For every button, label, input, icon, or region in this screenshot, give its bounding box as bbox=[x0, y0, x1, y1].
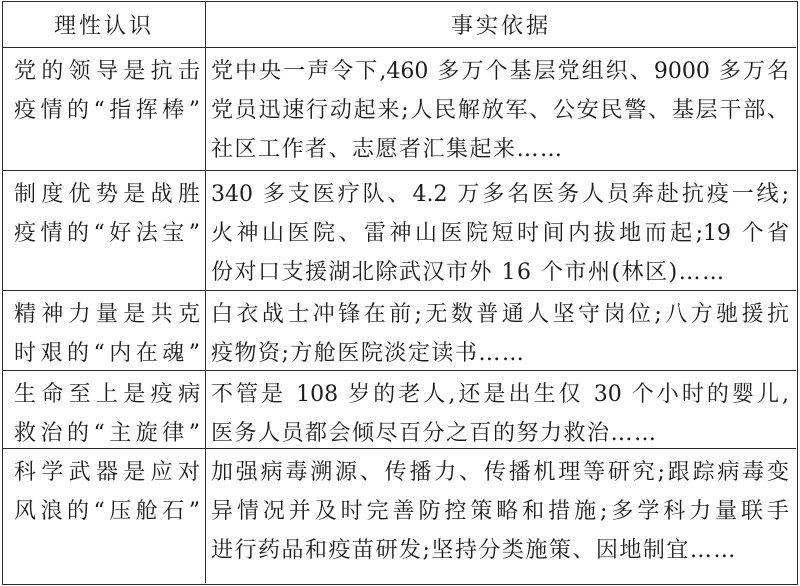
evidence-line: 340 多支医疗队、4.2 万多名医务人员奔赴抗疫一线; bbox=[211, 182, 789, 207]
understanding-line: 疫情的“指挥棒” bbox=[14, 98, 200, 123]
evidence-line: 医务人员都会倾尽百分之百的努力救治…… bbox=[211, 421, 658, 446]
understanding-cell bbox=[3, 170, 206, 290]
evidence-line: 份对口支援湖北除武汉市外 16 个市州(林区)…… bbox=[211, 260, 726, 285]
understanding-line: 时艰的“内在魂” bbox=[14, 341, 200, 366]
understanding-line: 科学武器是应对 bbox=[14, 460, 200, 485]
evidence-cell bbox=[206, 170, 796, 290]
evidence-line: 白衣战士冲锋在前;无数普通人坚守岗位;八方驰援抗 bbox=[211, 302, 789, 327]
evidence-line: 社区工作者、志愿者汇集起来…… bbox=[211, 137, 564, 162]
understanding-cell bbox=[3, 47, 206, 170]
evidence-cell bbox=[206, 448, 796, 583]
understanding-line: 疫情的“好法宝” bbox=[14, 221, 200, 246]
evidence-line: 党中央一声令下,460 多万个基层党组织、9000 多万名 bbox=[211, 59, 789, 84]
header-rational-understanding: 理性认识 bbox=[3, 2, 206, 47]
understanding-line: 制度优势是战胜 bbox=[14, 182, 200, 207]
comparison-table bbox=[2, 1, 798, 585]
understanding-line: 精神力量是共克 bbox=[14, 302, 200, 327]
evidence-line: 进行药品和疫苗研发;坚持分类施策、因地制宜…… bbox=[211, 538, 737, 563]
evidence-cell bbox=[206, 290, 796, 370]
evidence-line: 异情况并及时完善防控策略和措施;多学科力量联手 bbox=[211, 499, 789, 524]
understanding-cell bbox=[3, 290, 206, 370]
evidence-line: 不管是 108 岁的老人,还是出生仅 30 个小时的婴儿, bbox=[211, 382, 789, 407]
understanding-line: 党的领导是抗击 bbox=[14, 59, 200, 84]
understanding-line: 风浪的“压舱石” bbox=[14, 499, 200, 524]
evidence-line: 火神山医院、雷神山医院短时间内拔地而起;19 个省 bbox=[211, 221, 789, 246]
evidence-cell bbox=[206, 370, 796, 448]
understanding-cell bbox=[3, 370, 206, 448]
understanding-line: 救治的“主旋律” bbox=[14, 421, 200, 446]
header-factual-evidence: 事实依据 bbox=[450, 14, 551, 39]
evidence-line: 加强病毒溯源、传播力、传播机理等研究;跟踪病毒变 bbox=[211, 460, 789, 485]
understanding-line: 生命至上是疫病 bbox=[14, 382, 200, 407]
evidence-cell bbox=[206, 47, 796, 170]
evidence-line: 党员迅速行动起来;人民解放军、公安民警、基层干部、 bbox=[211, 98, 789, 123]
evidence-line: 疫物资;方舱医院淡定读书…… bbox=[211, 341, 526, 366]
understanding-cell bbox=[3, 448, 206, 583]
